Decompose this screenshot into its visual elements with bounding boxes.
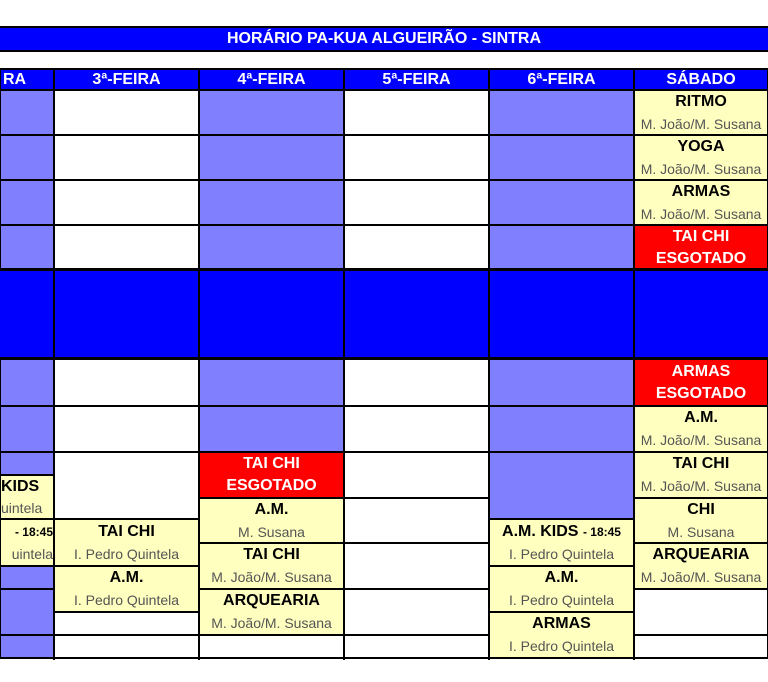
class-wed-arquearia bbox=[199, 589, 344, 635]
column-divider bbox=[633, 68, 635, 660]
class-wed-taichi bbox=[199, 452, 344, 498]
class-teacher: I. Pedro Quintela bbox=[508, 546, 615, 562]
cell-mon-am-2 bbox=[0, 135, 54, 180]
class-time: - 18:45 bbox=[14, 524, 53, 539]
cell-tue-am-3 bbox=[54, 180, 199, 225]
cell-mon-pm-1 bbox=[0, 359, 54, 406]
class-mon-kids-2 bbox=[0, 519, 54, 566]
column-divider bbox=[198, 68, 200, 660]
schedule-title: HORÁRIO PA-KUA ALGUEIRÃO - SINTRA bbox=[0, 26, 768, 52]
column-divider bbox=[488, 68, 490, 660]
cell-thu-pm-4 bbox=[344, 498, 489, 543]
cell-thu-pm-3 bbox=[344, 452, 489, 498]
class-name: TAI CHI bbox=[243, 455, 300, 472]
cell-wed-am-1 bbox=[199, 90, 344, 135]
class-teacher: I. Pedro Quintela bbox=[73, 592, 180, 608]
cell-mon-pm-7 bbox=[0, 589, 54, 635]
bottom-border bbox=[0, 657, 768, 659]
class-sat-yoga bbox=[634, 135, 768, 180]
cell-tue-pm-2 bbox=[54, 406, 199, 452]
cell-mon-pm-2 bbox=[0, 406, 54, 452]
cell-mon-am-4 bbox=[0, 225, 54, 269]
cell-fri-am-4 bbox=[489, 225, 634, 269]
class-name: TAI CHI bbox=[243, 546, 300, 563]
cell-thu-pm-5 bbox=[344, 543, 489, 589]
midday-break-band bbox=[0, 269, 768, 359]
class-teacher: M. João/M. Susana bbox=[640, 478, 762, 494]
cell-fri-pm-2 bbox=[489, 406, 634, 452]
header-monday: RA bbox=[0, 68, 54, 90]
cell-fri-pm-3 bbox=[489, 452, 634, 519]
class-sat-taichi-2 bbox=[634, 452, 768, 498]
header-friday: 6ª-FEIRA bbox=[489, 68, 634, 90]
cell-mon-am-3 bbox=[0, 180, 54, 225]
sold-out-label: ESGOTADO bbox=[655, 385, 747, 402]
class-fri-am bbox=[489, 566, 634, 612]
class-name: A.M. bbox=[544, 569, 579, 586]
class-tue-am bbox=[54, 566, 199, 612]
class-teacher: M. João/M. Susana bbox=[211, 569, 332, 585]
class-teacher: M. João/M. Susana bbox=[640, 115, 762, 132]
cell-thu-pm-6 bbox=[344, 589, 489, 635]
column-divider bbox=[343, 68, 345, 660]
cell-fri-am-3 bbox=[489, 180, 634, 225]
class-name: CHI bbox=[687, 501, 715, 518]
class-fri-armas bbox=[489, 612, 634, 658]
class-teacher: I. Pedro Quintela bbox=[508, 638, 615, 654]
cell-tue-pm-3 bbox=[54, 452, 199, 519]
class-name: RITMO bbox=[675, 93, 727, 110]
cell-tue-pm-7 bbox=[54, 635, 199, 658]
class-sat-taichi bbox=[634, 225, 768, 269]
cell-thu-pm-1 bbox=[344, 359, 489, 406]
cell-fri-am-2 bbox=[489, 135, 634, 180]
cell-wed-am-4 bbox=[199, 225, 344, 269]
cell-sat-pm-6 bbox=[634, 589, 768, 635]
class-name: A.M. bbox=[109, 569, 144, 586]
class-teacher: M. João/M. Susana bbox=[640, 432, 762, 448]
class-name-with-time bbox=[490, 520, 633, 543]
class-sat-ritmo bbox=[634, 90, 768, 135]
cell-mon-pm-3 bbox=[0, 452, 54, 475]
class-name: A.M. bbox=[254, 501, 289, 518]
class-time: - 18:45 bbox=[582, 524, 621, 539]
class-name: ARMAS bbox=[671, 183, 731, 200]
class-name: A.M. KIDS bbox=[502, 522, 579, 540]
cell-mon-pm-6 bbox=[0, 566, 54, 589]
sold-out-label: ESGOTADO bbox=[655, 249, 747, 267]
sold-out-label: ESGOTADO bbox=[226, 477, 317, 494]
class-teacher: M. João/M. Susana bbox=[640, 205, 762, 222]
class-name: A.M. bbox=[684, 409, 718, 426]
class-name: ARQUEARIA bbox=[223, 592, 320, 609]
class-teacher: uintela bbox=[1, 499, 43, 516]
cell-thu-am-4 bbox=[344, 225, 489, 269]
class-sat-armas-2 bbox=[634, 359, 768, 406]
class-fri-amkids bbox=[489, 519, 634, 566]
class-name: ARMAS bbox=[671, 362, 731, 380]
cell-tue-am-4 bbox=[54, 225, 199, 269]
cell-wed-am-3 bbox=[199, 180, 344, 225]
column-divider bbox=[53, 68, 55, 660]
class-teacher: M. João/M. Susana bbox=[640, 569, 762, 585]
cell-wed-am-2 bbox=[199, 135, 344, 180]
class-sat-chi bbox=[634, 498, 768, 543]
class-sat-am bbox=[634, 406, 768, 452]
class-name: ARMAS bbox=[532, 615, 591, 632]
class-name: KIDS bbox=[1, 477, 40, 495]
class-teacher: M. Susana bbox=[667, 523, 735, 540]
class-teacher: M. João/M. Susana bbox=[211, 615, 332, 631]
class-teacher: uintela bbox=[11, 546, 53, 562]
class-mon-kids bbox=[0, 475, 54, 519]
class-sat-arquearia bbox=[634, 543, 768, 589]
cell-fri-pm-1 bbox=[489, 359, 634, 406]
cell-sat-pm-7 bbox=[634, 635, 768, 658]
class-teacher: M. Susana bbox=[238, 523, 305, 540]
class-teacher: M. João/M. Susana bbox=[640, 160, 762, 177]
class-wed-taichi-2 bbox=[199, 543, 344, 589]
class-teacher: I. Pedro Quintela bbox=[508, 592, 615, 608]
cell-thu-am-1 bbox=[344, 90, 489, 135]
cell-tue-pm-1 bbox=[54, 359, 199, 406]
cell-tue-pm-6 bbox=[54, 612, 199, 635]
cell-tue-am-2 bbox=[54, 135, 199, 180]
cell-fri-am-1 bbox=[489, 90, 634, 135]
cell-tue-am-1 bbox=[54, 90, 199, 135]
class-name: YOGA bbox=[677, 138, 725, 155]
header-tuesday: 3ª-FEIRA bbox=[54, 68, 199, 90]
class-teacher: I. Pedro Quintela bbox=[73, 546, 180, 562]
cell-wed-pm-1 bbox=[199, 359, 344, 406]
cell-mon-pm-8 bbox=[0, 635, 54, 658]
class-name: ARQUEARIA bbox=[652, 546, 750, 563]
class-name: TAI CHI bbox=[98, 522, 155, 540]
class-name: TAI CHI bbox=[672, 455, 730, 472]
cell-wed-pm-2 bbox=[199, 406, 344, 452]
cell-thu-pm-7 bbox=[344, 635, 489, 658]
cell-thu-pm-2 bbox=[344, 406, 489, 452]
cell-wed-pm-7 bbox=[199, 635, 344, 658]
header-saturday: SÁBADO bbox=[634, 68, 768, 90]
cell-mon-am-1 bbox=[0, 90, 54, 135]
header-wednesday: 4ª-FEIRA bbox=[199, 68, 344, 90]
class-sat-armas bbox=[634, 180, 768, 225]
cell-thu-am-3 bbox=[344, 180, 489, 225]
cell-thu-am-2 bbox=[344, 135, 489, 180]
class-wed-am bbox=[199, 498, 344, 543]
class-name: TAI CHI bbox=[672, 228, 730, 245]
class-tue-taichi bbox=[54, 519, 199, 566]
header-thursday: 5ª-FEIRA bbox=[344, 68, 489, 90]
